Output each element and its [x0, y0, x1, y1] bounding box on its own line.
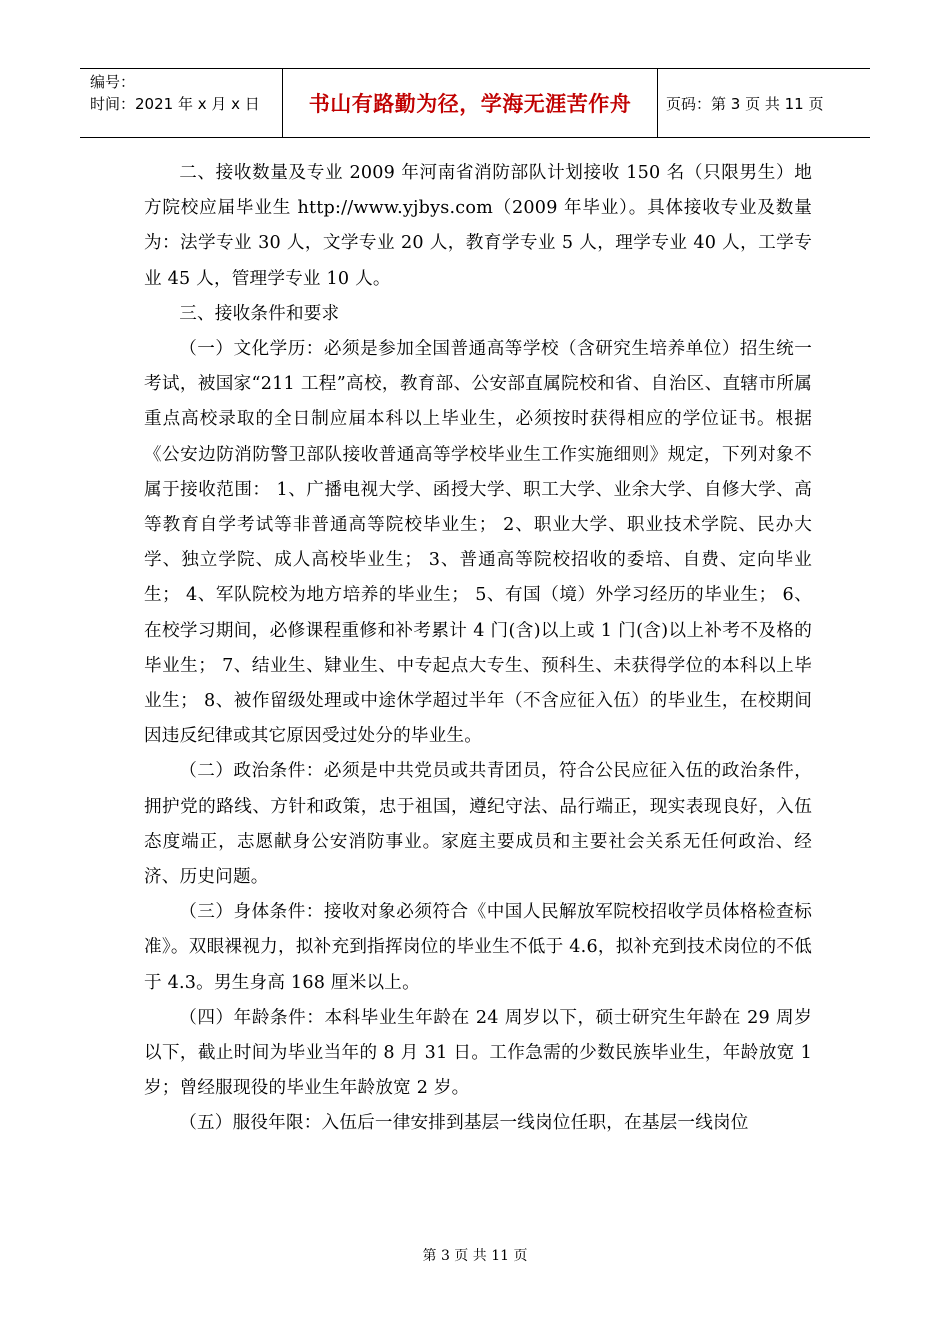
section-heading-conditions: 三、接收条件和要求 — [179, 303, 340, 324]
header-meta — [80, 69, 283, 137]
paragraph-political: （二）政治条件：必须是中共党员或共青团员，符合公民应征入伍的政治条件，拥护党的路线、方针和政策，忠于祖国，遵纪守法、品行端正，现实表现良好，入伍态度端正，志愿献身公安消防事业。家庭主要成员和主要社会关系无任何政治、经济、历史问题。 — [144, 761, 812, 888]
document-date: 时间：2021 年 x 月 x 日 — [90, 95, 260, 113]
paragraph-age: （四）年龄条件：本科毕业生年龄在 24 周岁以下，硕士研究生年龄在 29 周岁以下，截止时间为毕业当年的 8 月 31 日。工作急需的少数民族毕业生，年龄放宽 1 岁；曾经服现役的毕业生年龄放宽 2 岁。 — [144, 1007, 812, 1099]
paragraph-education: （一）文化学历：必须是参加全国普通高等学校（含研究生培养单位）招生统一考试，被国家“211 工程”高校，教育部、公安部直属院校和省、自治区、直辖市所属重点高校录取的全日制应届本科以上毕业生，必须按时获得相应的学位证书。根据《公安边防消防警卫部队接收普通高等学校毕业生工作实施细则》规定，下列对象不属于接收范围： 1、广播电视大学、函授大学、职工大学、业余大学、自修大学、高等教育自学考试等非普通高等院校毕业生； 2、职业大学、职业技术学院、民办大学、独立学院、成人高校毕业生； 3、普通高等院校招收的委培、自费、定向毕业生； 4、军队院校为地方培养的毕业生； 5、有国（境）外学习经历的毕业生； 6、在校学习期间，必修课程重修和补考累计 4 门(含)以上或 1 门(含)以上补考不及格的毕业生； 7、结业生、肄业生、中专起点大专生、预科生、未获得学位的本科以上毕业生； 8、被作留级处理或中途休学超过半年（不含应征入伍）的毕业生，在校期间因违反纪律或其它原因受过处分的毕业生。 — [144, 339, 812, 747]
document-body — [144, 156, 812, 1142]
header-motto: 书山有路勤为径，学海无涯苦作舟 — [283, 69, 658, 137]
document-number-label: 编号： — [90, 73, 136, 91]
paragraph-service-term: （五）服役年限：入伍后一律安排到基层一线岗位任职，在基层一线岗位 — [179, 1113, 749, 1134]
header-page-code: 页码：第 3 页 共 11 页 — [666, 94, 824, 113]
paragraph-physical: （三）身体条件：接收对象必须符合《中国人民解放军院校招收学员体格检查标准》。双眼裸视力，拟补充到指挥岗位的毕业生不低于 4.6，拟补充到技术岗位的不低于 4.3。男生身高 168 厘米以上。 — [144, 902, 812, 993]
paragraph-quantity-and-majors: 二、接收数量及专业 2009 年河南省消防部队计划接收 150 名（只限男生）地方院校应届毕业生 http://www.yjbys.com（2009 年毕业）。具体接收专业及数量为：法学专业 30 人，文学专业 20 人，教育学专业 5 人，理学专业 40 人，工学专业 45 人，管理学专业 10 人。 — [144, 163, 812, 289]
page-header — [80, 68, 870, 138]
page-footer: 第 3 页 共 11 页 — [422, 1248, 528, 1264]
